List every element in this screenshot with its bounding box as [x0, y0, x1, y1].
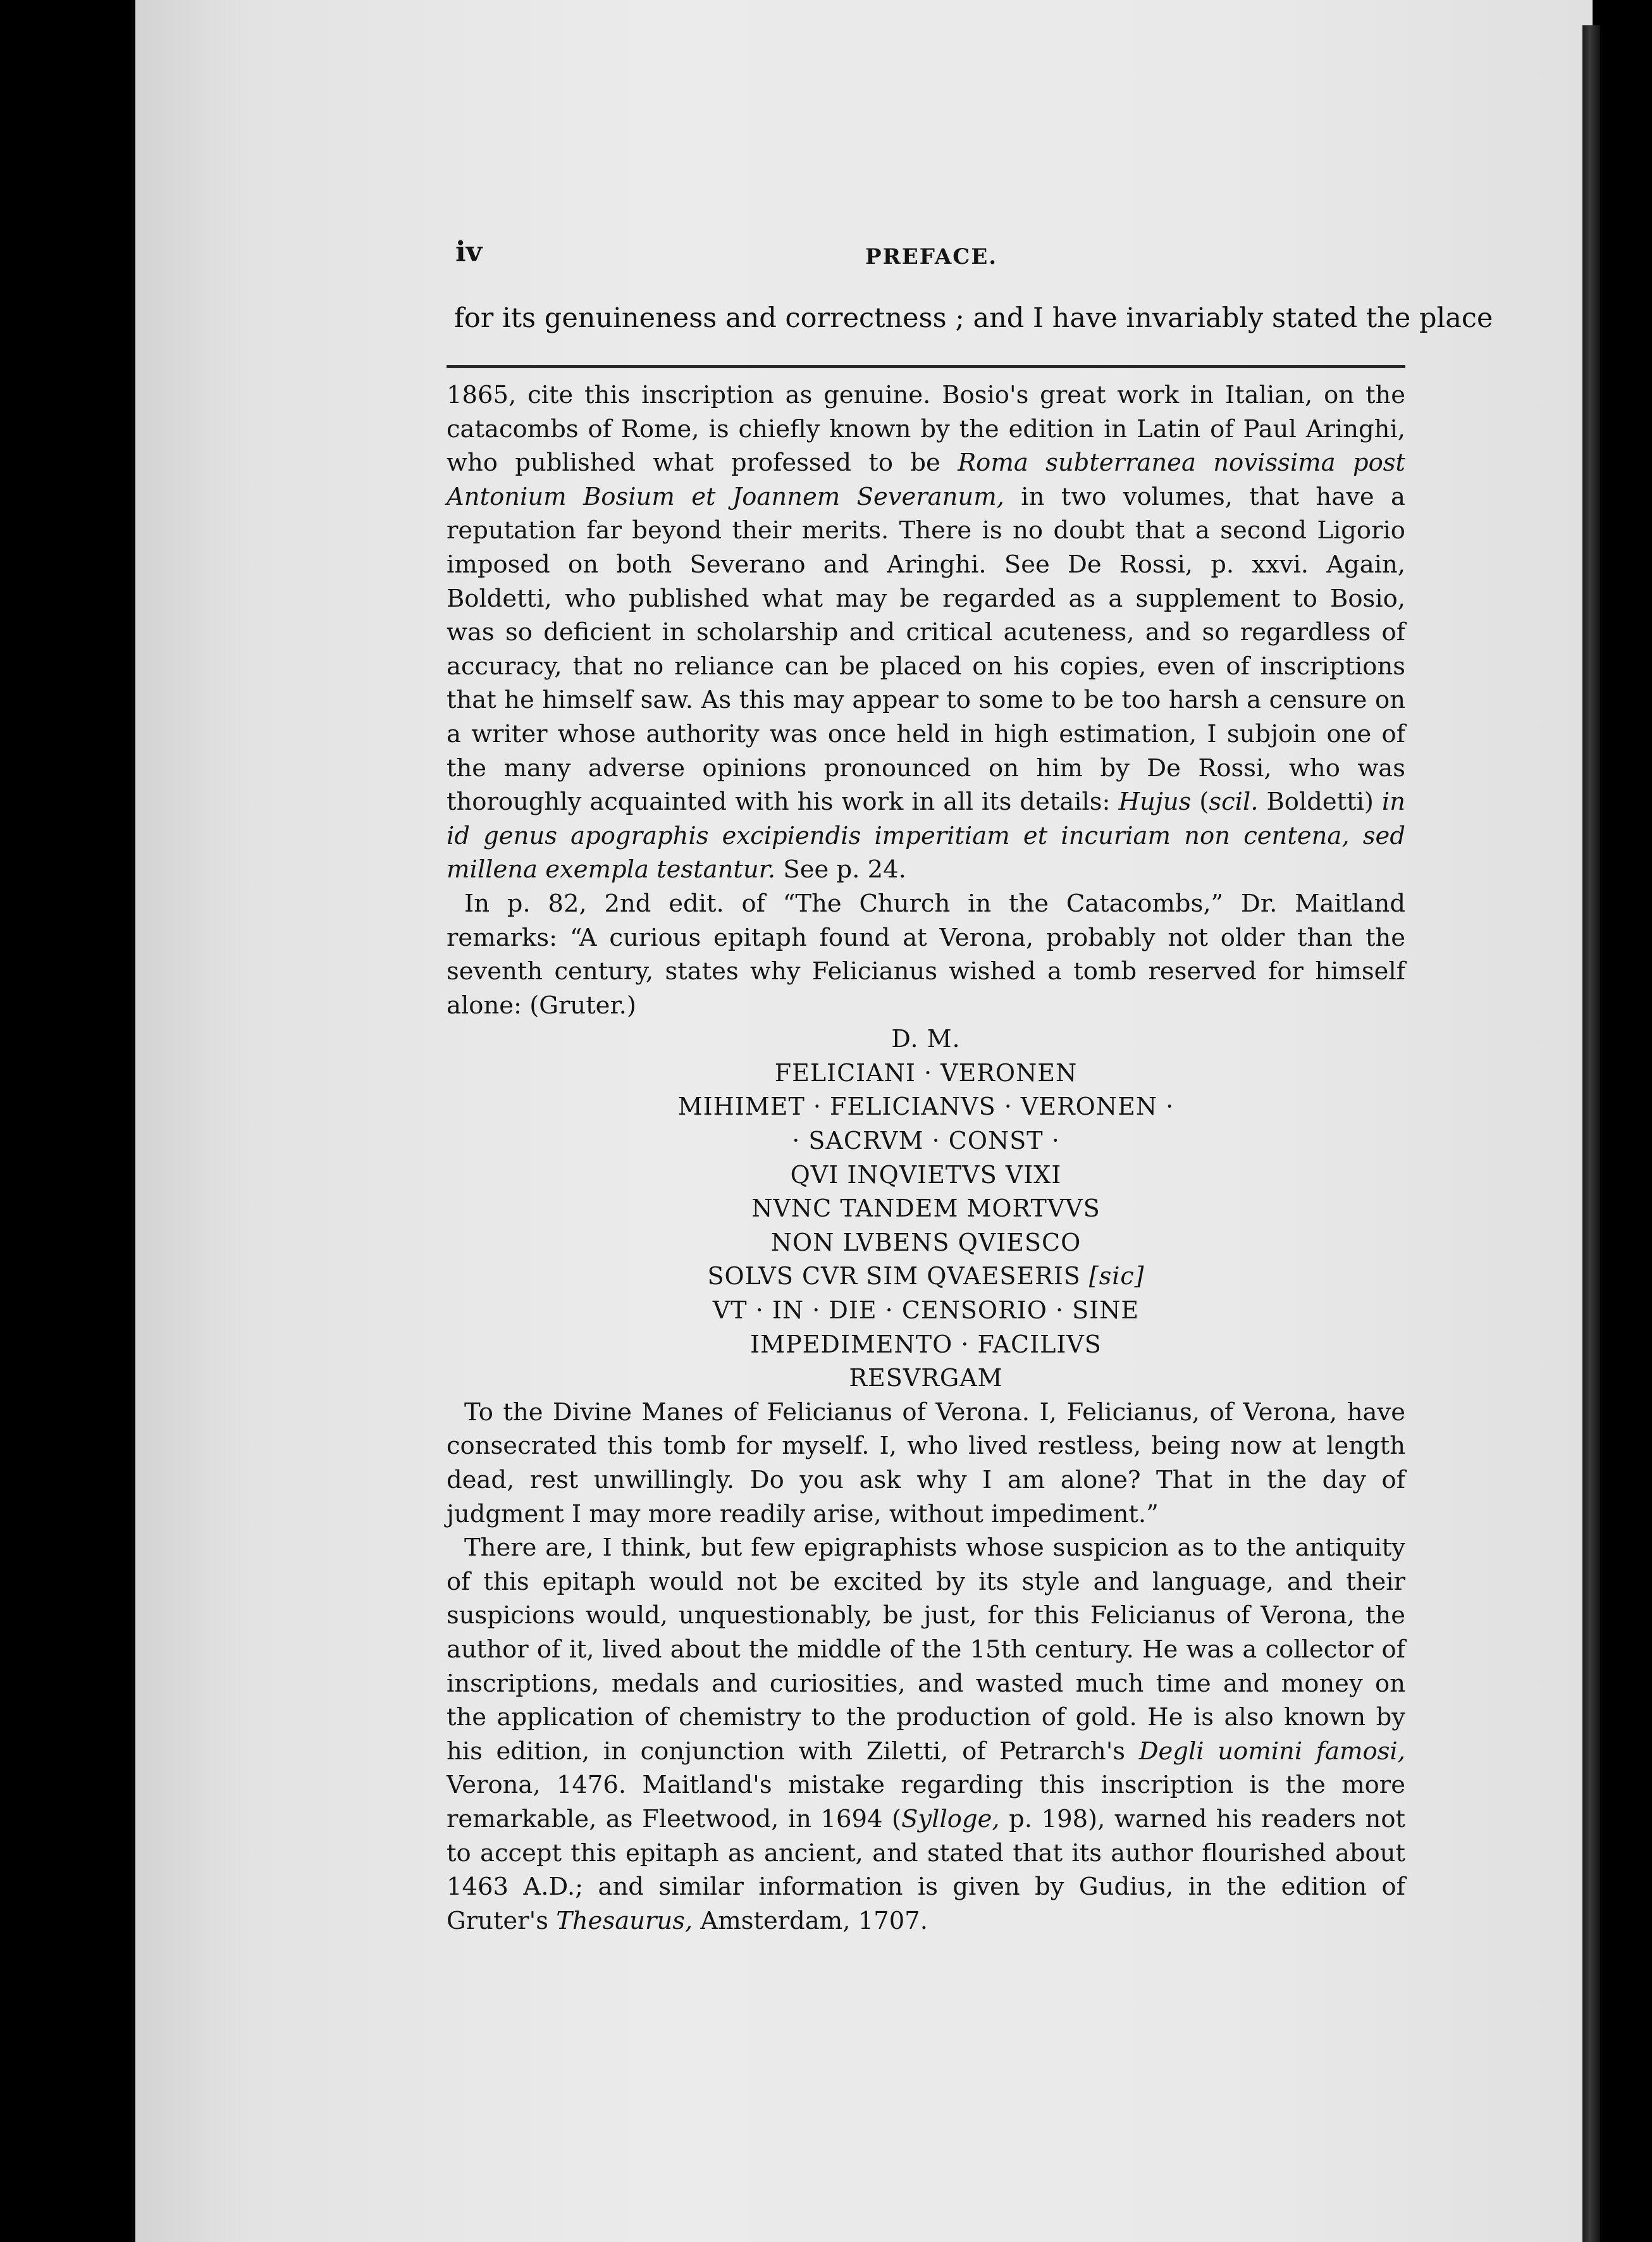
- text-run: (: [1191, 788, 1209, 817]
- epitaph-line: NVNC TANDEM MORTVVS: [751, 1194, 1100, 1223]
- footnote-paragraph-3: To the Divine Manes of Felicianus of Verona. I, Felicianus, of Verona, have consecrated this tomb for myself. I, who lived restless, being now at length dead, rest unwillingly. Do you ask why I am alone? That in the day of judgment I may more readily arise, without impediment.”: [447, 1397, 1405, 1528]
- footnote-rule: [447, 365, 1405, 368]
- epitaph-line: [447, 1260, 1405, 1294]
- epitaph-line: IMPEDIMENTO · FACILIVS: [750, 1330, 1102, 1358]
- epitaph-line: QVI INQVIETVS VIXI: [790, 1160, 1062, 1189]
- footnote-paragraph-4: [447, 1531, 1405, 1938]
- text-run: p. 198), warned his readers not to accept this epitaph as ancient, and stated that its author flourished about 1463 A.D.; and similar information is given by Gudius, in the edition of Gruter's: [447, 1804, 1405, 1935]
- italic-title: Thesaurus,: [556, 1906, 693, 1935]
- epitaph-line: RESVRGAM: [849, 1364, 1003, 1392]
- page-number: iv: [455, 236, 483, 268]
- page-edge: [1600, 0, 1652, 2242]
- epitaph-line: · SACRVM · CONST ·: [792, 1127, 1060, 1155]
- footnote-paragraph-1: [447, 378, 1405, 887]
- main-text-line: for its genuineness and correctness ; and I have invariably stated the place: [454, 302, 1493, 334]
- text-run: There are, I think, but few epigraphists whose suspicion as to the antiquity of this epitaph would not be excited by its style and language, and their suspicions would, unquestionably, be just, for this Felicianus of Verona, the author of it, lived about the middle of the 15th century. He was a collector of inscriptions, medals and curiosities, and wasted much time and money on the application of chemistry to the production of gold. He is also known by his edition, in conjunction with Ziletti, of Petrarch's: [447, 1533, 1405, 1766]
- text-run: Boldetti): [1258, 788, 1382, 817]
- epitaph-line: FELICIANI · VERONEN: [774, 1058, 1078, 1087]
- epitaph-line: VT · IN · DIE · CENSORIO · SINE: [712, 1296, 1140, 1325]
- text-run: Amsterdam, 1707.: [693, 1906, 928, 1935]
- epitaph-line: NON LVBENS QVIESCO: [770, 1228, 1082, 1256]
- epitaph-inscription: [447, 1022, 1405, 1396]
- italic-title: Degli uomini famosi,: [1138, 1737, 1405, 1766]
- book-gutter: [1582, 25, 1601, 2242]
- epitaph-text: SOLVS CVR SIM QVAESERIS: [707, 1262, 1089, 1291]
- italic-title: Sylloge,: [901, 1804, 1000, 1833]
- footnote-block: [447, 378, 1405, 1938]
- running-head: PREFACE.: [865, 244, 998, 269]
- text-run: 1865, cite this inscription as genuine. Bosio's great work in Italian, on the catacombs of Rome, is chiefly known by the edition in Latin of Paul Aringhi, who published what professed to be: [447, 381, 1405, 478]
- epitaph-line: D. M.: [891, 1025, 961, 1053]
- italic-title: Roma subterranea novissima post Antonium Bosium et Joannem Severanum,: [447, 449, 1405, 511]
- epitaph-line: MIHIMET · FELICIANVS · VERONEN ·: [677, 1093, 1174, 1121]
- italic-latin: Hujus: [1118, 788, 1192, 817]
- text-run: See p. 24.: [775, 855, 906, 884]
- sic-mark: [sic]: [1088, 1262, 1145, 1291]
- footnote-paragraph-2: In p. 82, 2nd edit. of “The Church in the Catacombs,” Dr. Maitland remarks: “A curious epitaph found at Verona, probably not older than the seventh century, states why Felicianus wished a tomb reserved for himself alone: (Gruter.): [447, 889, 1405, 1020]
- italic-latin-quote: in id genus apographis excipiendis imperitiam et incuriam non centena, sed millena exempla testantur.: [447, 788, 1405, 884]
- italic-latin: scil.: [1209, 788, 1259, 817]
- text-run: Verona, 1476. Maitland's mistake regarding this inscription is the more remarkable, as Fleetwood, in 1694 (: [447, 1771, 1405, 1833]
- text-run: in two volumes, that have a reputation far beyond their merits. There is no doubt that a second Ligorio imposed on both Severano and Aringhi. See De Rossi, p. xxvi. Again, Boldetti, who published what may be regarded as a supplement to Bosio, was so deficient in scholarship and critical acuteness, and so regardless of accuracy, that no reliance can be placed on his copies, even of inscriptions that he himself saw. As this may appear to some to be too harsh a censure on a writer whose authority was once held in high estimation, I subjoin one of the many adverse opinions pronounced on him by De Rossi, who was thoroughly acquainted with his work in all its details:: [447, 482, 1405, 817]
